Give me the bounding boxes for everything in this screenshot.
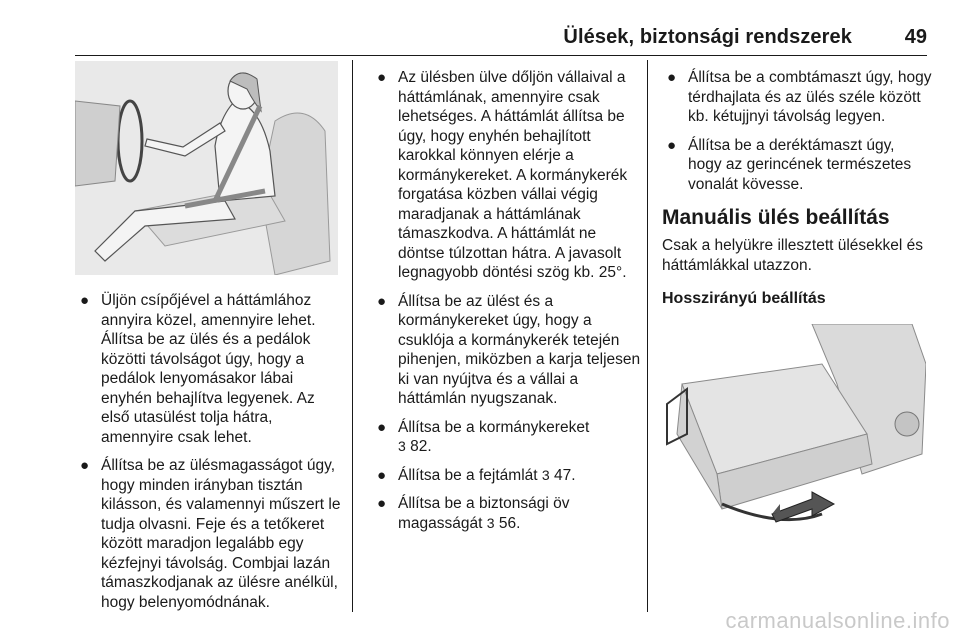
col3-bullet-list: [662, 68, 932, 194]
column-3: [662, 68, 932, 319]
list-item: ● Állítsa be az ülést és a kormánykereket úgy, hogy a csuklója a kormánykerék tetején pihenjen, miközben a karja teljesen ki van nyújtva és a vállai a háttámlán nyugszanak.: [377, 292, 641, 407]
list-item: ● Állítsa be a fejtámlát 3 47.: [377, 466, 576, 484]
bullet-text: Állítsa be a fejtámlát: [398, 466, 538, 484]
list-item: ● Állítsa be az ülésmagasságot úgy, hogy minden irányban tisztán kilásson, és valamennyi műszert le tudja olvasni. Feje és a tetőkeret között maradjon legalább egy kézfejnyi távolság. Combjai lazán támaszkodjanak az ülésre anélkül, hogy belenyomódnának.: [80, 457, 341, 611]
page-ref-icon: 3: [541, 466, 550, 483]
chapter-title: Ülések, biztonsági rendszerek: [563, 26, 852, 48]
page-ref-link[interactable]: 56.: [498, 514, 521, 532]
list-item: ● Állítsa be a combtámaszt úgy, hogy térdhajlata és az ülés széle között kb. kétujjnyi távolság legyen.: [667, 69, 932, 125]
page-number: 49: [904, 26, 927, 48]
subsection-title: Hosszirányú beállítás: [662, 290, 826, 307]
bullet-text: Állítsa be a combtámaszt úgy, hogy térdhajlata és az ülés széle között kb. kétujjnyi távolság legyen.: [688, 69, 932, 125]
column-2: [372, 68, 642, 542]
driver-seating-drawing: [75, 61, 338, 275]
page-header: [0, 0, 960, 60]
bullet-text: Állítsa be a kormánykereket: [398, 418, 590, 436]
col2-bullet-list: [372, 68, 642, 533]
page-ref-icon: 3: [398, 438, 406, 454]
bullet-text: Állítsa be a deréktámaszt úgy, hogy az gerincének természetes vonalát kövesse.: [688, 136, 912, 193]
seat-adjustment-drawing: [662, 324, 926, 534]
list-item: ● Állítsa be a deréktámaszt úgy, hogy az gerincének természetes vonalát kövesse.: [667, 136, 912, 193]
list-item: ● Az ülésben ülve dőljön vállaival a háttámlának, amennyire csak lehetséges. A háttámlát állítsa be úgy, hogy enyhén behajlított karokkal könnyen elérje a kormánykereket. A kormánykerék forgatása közben vállai végig maradjanak a háttámlának támaszkodva. A háttámlát ne döntse túlzottan hátra. A javasolt legnagyobb döntési szög kb. 25°.: [377, 69, 628, 281]
list-item: ● Állítsa be a biztonsági öv magasságát 3 56.: [377, 495, 570, 532]
bullet-text: Üljön csípőjével a háttámlához annyira közel, amennyire lehet. Állítsa be az ülés és a pedálok közötti távolságot úgy, hogy a pedálok lenyomásakor lábai enyhén behajlítva legyenek. Az első utasülést tolja hátra, amennyire csak lehet.: [101, 292, 316, 446]
column-1: [75, 291, 347, 621]
list-item: ● Állítsa be a kormánykereket 3 82.: [377, 418, 590, 455]
section-text: Csak a helyükre illesztett ülésekkel és háttámlákkal utazzon.: [662, 237, 924, 274]
driver-seating-illustration: [75, 61, 338, 275]
page-ref-link[interactable]: 82.: [410, 438, 432, 455]
header-rule: [75, 55, 927, 56]
bullet-text: Állítsa be az ülésmagasságot úgy, hogy minden irányban tisztán kilásson, és valamennyi műszert le tudja olvasni. Feje és a tetőkeret között maradjon legalább egy kézfejnyi távolság. Combjai lazán támaszkodjanak az ülésre anélkül, hogy belenyomódnának.: [101, 457, 341, 611]
column-divider-left: [352, 60, 353, 612]
watermark: carmanualsonline.info: [725, 608, 950, 633]
bullet-text: Állítsa be a biztonsági öv magasságát: [398, 495, 570, 532]
section-title: Manuális ülés beállítás: [662, 206, 890, 229]
bullet-text: Állítsa be az ülést és a kormánykereket úgy, hogy a csuklója a kormánykerék tetején pihenjen, miközben a karja teljesen ki van nyújtva és a vállai a háttámlán nyugszanak.: [398, 292, 641, 407]
page-ref-link[interactable]: 47.: [554, 466, 576, 484]
seat-adjustment-illustration: [662, 324, 926, 534]
page-ref-icon: 3: [486, 514, 495, 531]
bullet-text: Az ülésben ülve dőljön vállaival a háttámlának, amennyire csak lehetséges. A háttámlát állítsa be úgy, hogy enyhén behajlított karokkal könnyen elérje a kormánykereket. A kormánykerék forgatása közben vállai végig maradjanak a háttámlának támaszkodva. A háttámlát ne döntse túlzottan hátra. A javasolt legnagyobb döntési szög kb. 25°.: [398, 69, 628, 281]
column-divider-right: [647, 60, 648, 612]
list-item: ● Üljön csípőjével a háttámlához annyira közel, amennyire lehet. Állítsa be az ülés és a pedálok közötti távolságot úgy, hogy a pedálok lenyomásakor lábai enyhén behajlítva legyenek. Az első utasülést tolja hátra, amennyire csak lehet.: [80, 292, 316, 446]
col1-bullet-list: [75, 291, 347, 612]
